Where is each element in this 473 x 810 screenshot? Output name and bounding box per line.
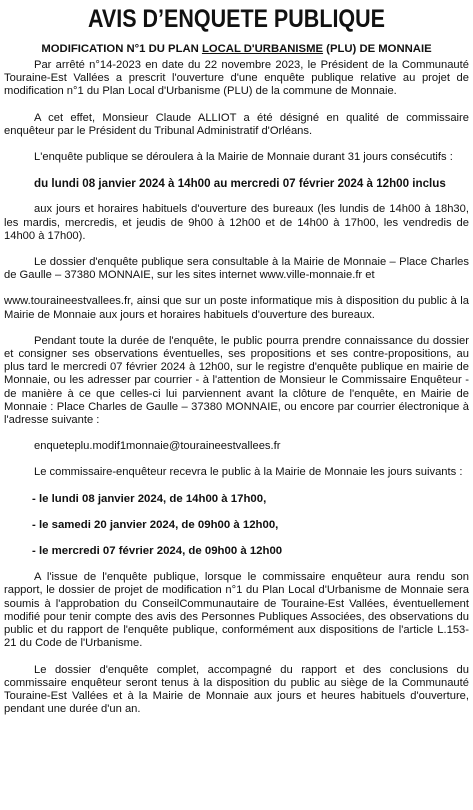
paragraph-availability: Le dossier d'enquête complet, accompagné du rapport et des conclusions du commissaire enquêteur seront tenus à la disposition du public au siège de la Communauté Touraine-Est Vallées et à la Mairie de Monnaie aux jours et heures habituels d'ouverture, pendant une durée d'un an.: [4, 663, 469, 716]
permanence-item: - le lundi 08 janvier 2024, de 14h00 à 17h00,: [32, 492, 267, 505]
paragraph-commissaire: A cet effet, Monsieur Claude ALLIOT a été désigné en qualité de commissaire enquêteur par le Président du Tribunal Administratif d'Orléans.: [4, 111, 469, 137]
permanence-item: - le samedi 20 janvier 2024, de 09h00 à 12h00,: [32, 518, 279, 531]
notice-subtitle: [4, 42, 469, 56]
paragraph-duration: L'enquête publique se déroulera à la Mairie de Monnaie durant 31 jours consécutifs :: [34, 151, 453, 164]
permanence-item: - le mercredi 07 février 2024, de 09h00 à 12h00: [32, 545, 283, 558]
enquiry-dates: du lundi 08 janvier 2024 à 14h00 au mercredi 07 février 2024 à 12h00 inclus: [34, 177, 446, 191]
paragraph-dossier-location: Le dossier d'enquête publique sera consultable à la Mairie de Monnaie – Place Charles de Gaulle – 37380 MONNAIE, sur les sites internet www.ville-monnaie.fr et: [4, 256, 469, 282]
paragraph-permanences-intro: Le commissaire-enquêteur recevra le public à la Mairie de Monnaie les jours suivants :: [34, 466, 463, 479]
paragraph-office-hours: aux jours et horaires habituels d'ouverture des bureaux (les lundis de 14h00 à 18h30, les mardis, mercredis, et jeudis de 9h00 à 12h00 et de 14h00 à 17h00, les vendredis de 14h00 à 17h00).: [4, 203, 469, 242]
subtitle-underlined: LOCAL D'URBANISME: [201, 43, 324, 55]
contact-email: enqueteplu.modif1monnaie@touraineestvallees.fr: [34, 440, 281, 453]
paragraph-observations: Pendant toute la durée de l'enquête, le public pourra prendre connaissance du dossier et consigner ses observations éventuelles, ses propositions et ses contre-propositions, au plus tard le mercredi 07 février 2024 à 12h00, sur le registre d'enquête publique en mairie de Monnaie, ou les adresser par courrier - à l'attention de Monsieur le Commissaire Enquêteur - de manière à ce que celles-ci lui parviennent avant la clôture de l'enquête, en Mairie de Monnaie : Place Charles de Gaulle – 37380 MONNAIE, ou encore par courrier électronique à l'adresse suivante :: [4, 334, 469, 427]
subtitle-suffix: (PLU) DE MONNAIE: [323, 43, 432, 55]
subtitle-prefix: MODIFICATION N°1 DU PLAN: [41, 43, 202, 55]
paragraph-approval: A l'issue de l'enquête publique, lorsque le commissaire enquêteur aura rendu son rapport, le dossier de projet de modification n°1 du Plan Local d'Urbanisme de Monnaie sera soumis à l'approbation du ConseilCommunautaire de Touraine-Est Vallées, éventuellement modifié pour tenir compte des avis des Personnes Publiques Associées, des observations du public et du rapport de l'enquête publique, conformément aux dispositions de l'article L.153-21 du Code de l'Urbanisme.: [4, 571, 469, 650]
notice-title: AVIS D’ENQUETE PUBLIQUE: [87, 5, 386, 33]
paragraph-websites: www.touraineestvallees.fr, ainsi que sur un poste informatique mis à disposition du public à la Mairie de Monnaie aux jours et horaires habituels d'ouverture des bureaux.: [4, 295, 469, 321]
paragraph-arrete: Par arrêté n°14-2023 en date du 22 novembre 2023, le Président de la Communauté Touraine-Est Vallées a prescrit l'ouverture d'une enquête publique relative au projet de modification n°1 du Plan Local d'Urbanisme (PLU) de la commune de Monnaie.: [4, 59, 469, 98]
